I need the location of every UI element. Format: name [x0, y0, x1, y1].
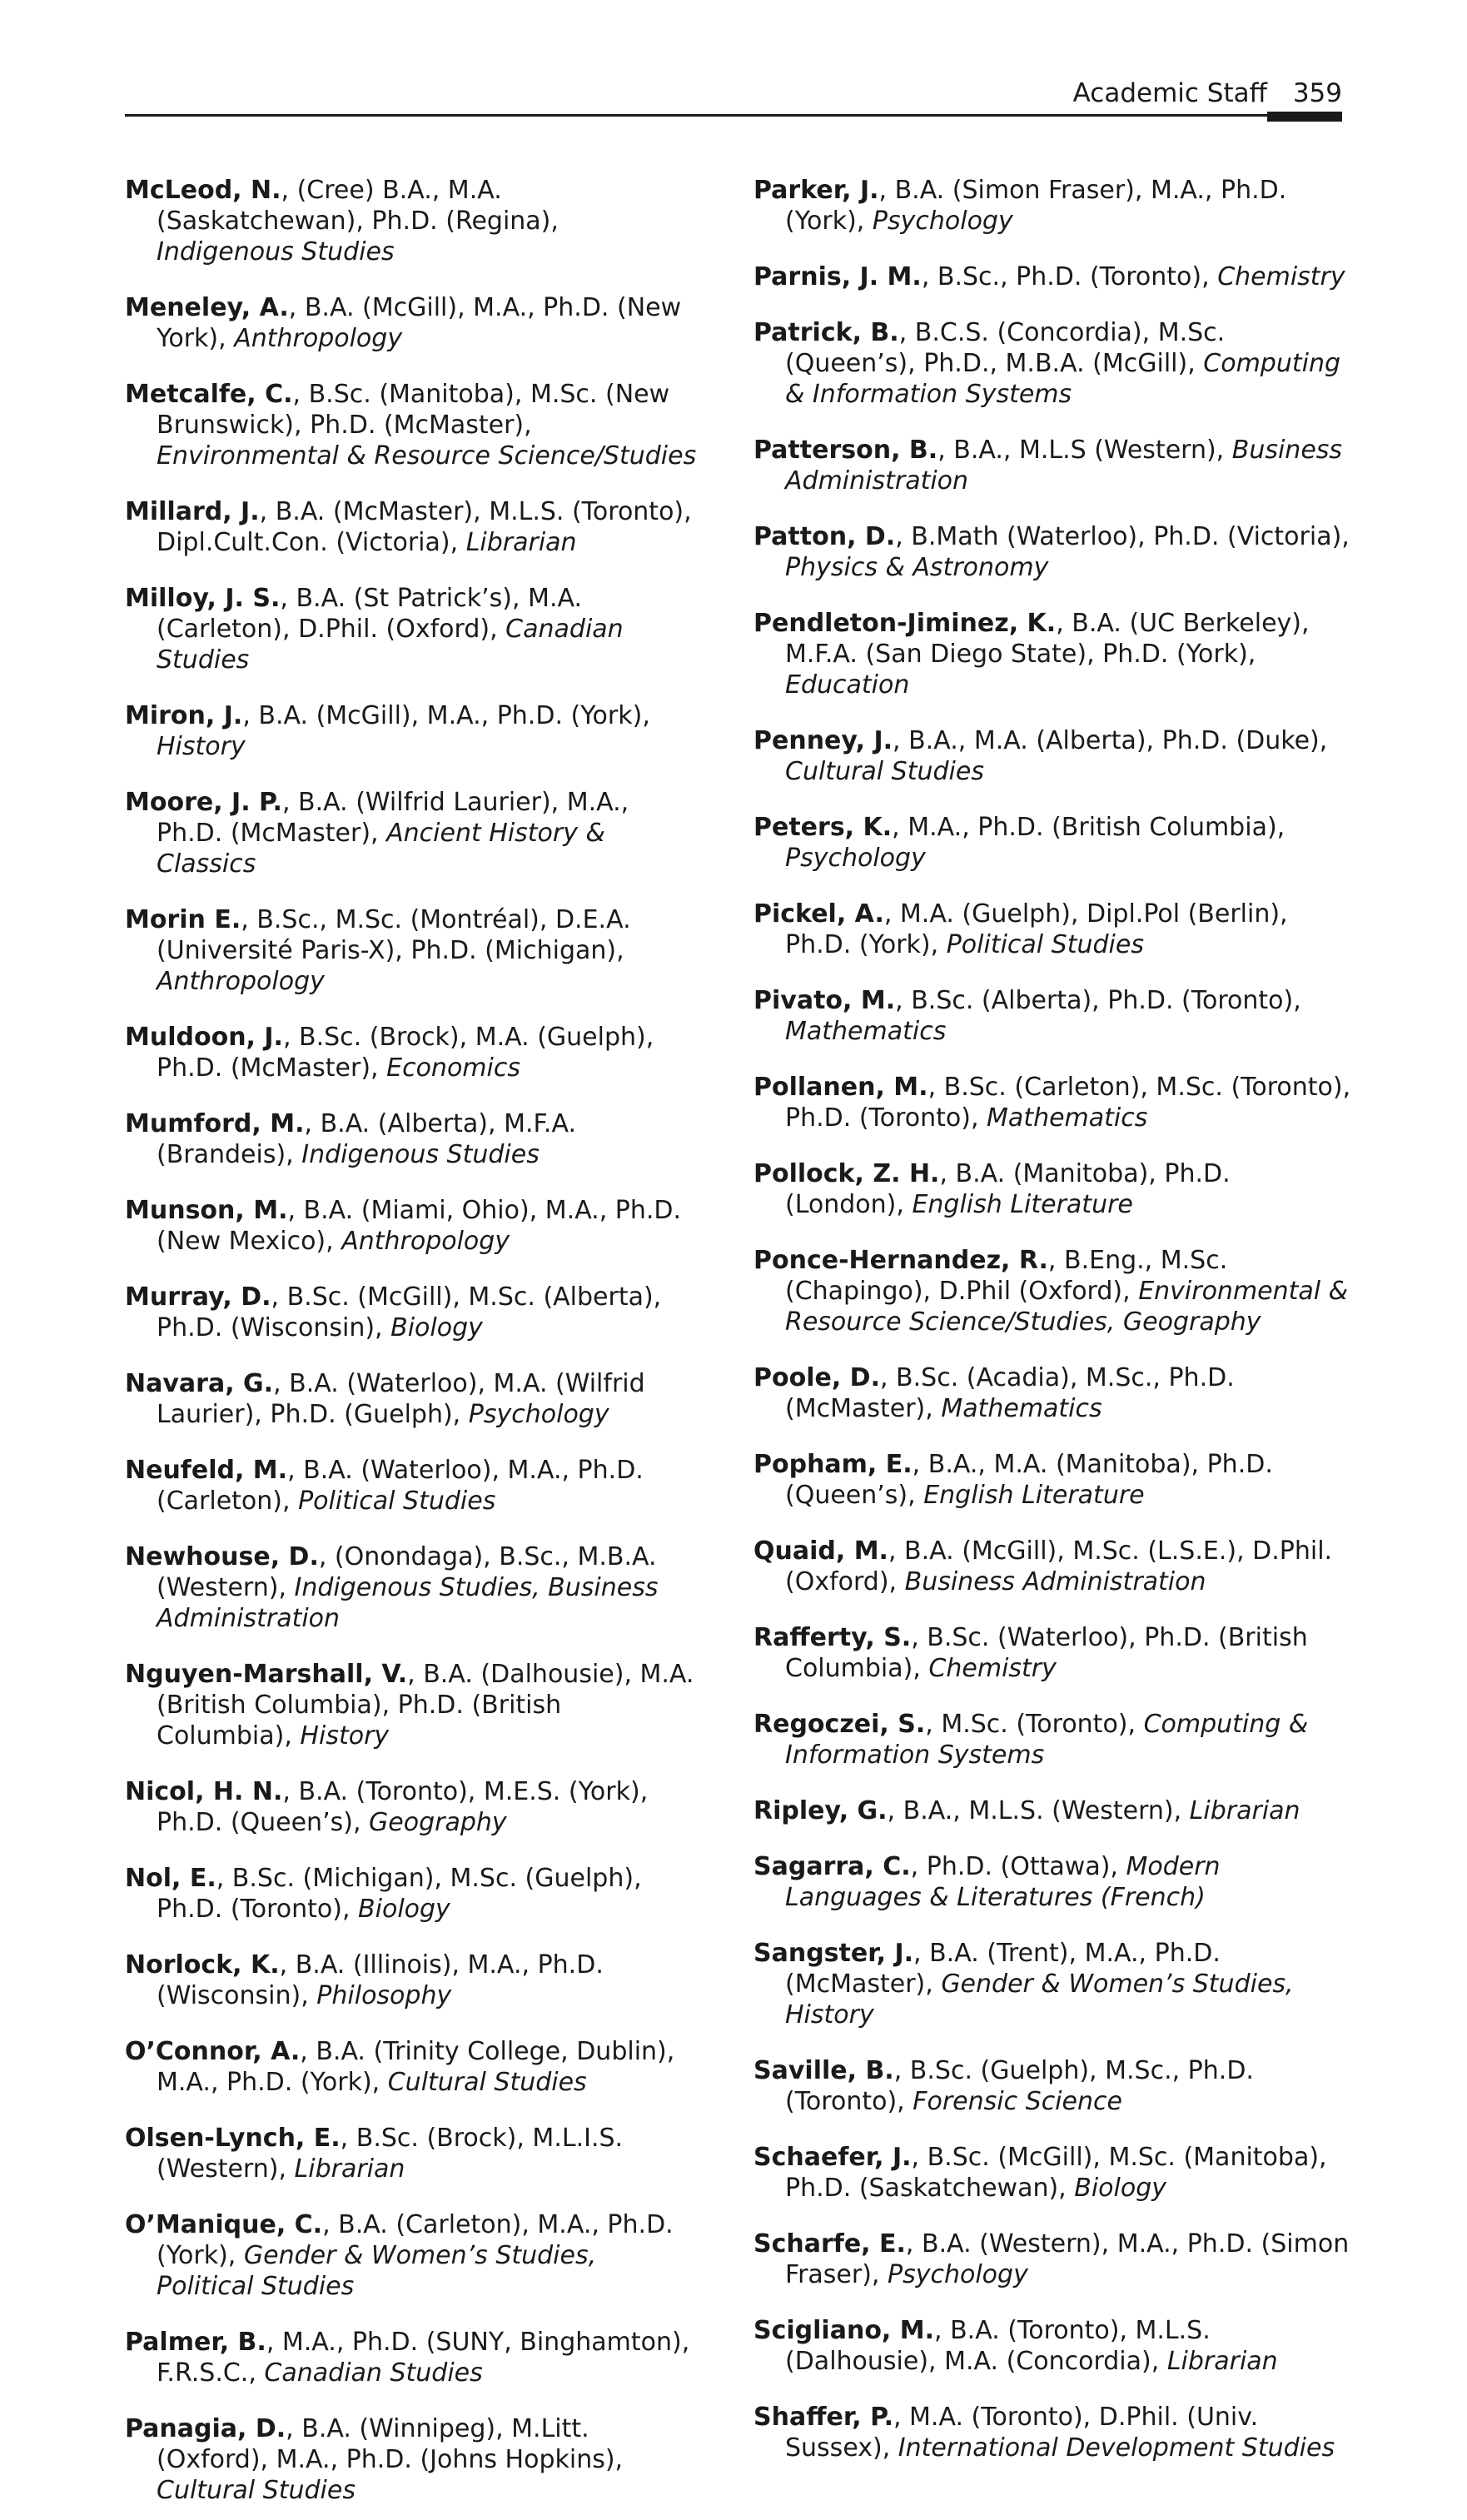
staff-name: Sangster, J.: [753, 1939, 914, 1968]
staff-name: Penney, J.: [753, 726, 893, 755]
staff-department: Economics: [386, 1053, 520, 1083]
staff-credentials: , B.A. (Illinois), M.A., Ph.D. (Wisconsin),: [157, 1950, 604, 2010]
staff-name: Newhouse, D.: [125, 1542, 319, 1571]
staff-credentials: , (Cree) B.A., M.A. (Saskatchewan), Ph.D. (Regina),: [157, 176, 559, 236]
staff-department: Librarian: [1166, 2347, 1278, 2376]
staff-entry: [753, 1362, 1353, 1424]
staff-entry: [753, 1622, 1353, 1684]
staff-department: Geography: [369, 1808, 507, 1837]
staff-department: Canadian Studies: [157, 615, 624, 675]
staff-name: Ripley, G.: [753, 1796, 888, 1825]
staff-department: Biology: [1074, 2174, 1167, 2203]
staff-credentials: , B.A., M.L.S. (Western),: [887, 1796, 1190, 1825]
staff-name: Mumford, M.: [125, 1109, 305, 1138]
staff-department: Biology: [358, 1895, 450, 1924]
staff-name: Popham, E.: [753, 1450, 913, 1479]
staff-department: Forensic Science: [913, 2087, 1122, 2116]
staff-entry: [125, 1863, 699, 1925]
staff-department: Psychology: [785, 844, 926, 873]
staff-entry: [125, 1776, 699, 1838]
staff-credentials: , M.A., Ph.D. (British Columbia),: [892, 813, 1285, 842]
staff-department: Physics & Astronomy: [785, 553, 1049, 582]
staff-entry: [753, 2142, 1353, 2204]
staff-name: Nicol, H. N.: [125, 1777, 283, 1806]
staff-credentials: , Ph.D. (Ottawa),: [910, 1852, 1126, 1881]
staff-credentials: , B.Sc. (Acadia), M.Sc., Ph.D. (McMaster),: [785, 1363, 1235, 1423]
staff-credentials: , B.A. (Winnipeg), M.Litt. (Oxford), M.A., Ph.D. (Johns Hopkins),: [157, 2414, 624, 2474]
staff-credentials: , B.A. (Toronto), M.L.S. (Dalhousie), M.A. (Concordia),: [785, 2316, 1211, 2376]
staff-department: Psychology: [872, 207, 1013, 236]
staff-name: Patterson, B.: [753, 436, 938, 465]
staff-department: Librarian: [465, 528, 577, 557]
staff-entry: [125, 2327, 699, 2388]
staff-credentials: , B.Sc. (Waterloo), Ph.D. (British Columbia),: [785, 1623, 1308, 1683]
staff-entry: [753, 317, 1353, 410]
staff-entry: [753, 1709, 1353, 1770]
staff-credentials: , B.A. (Trinity College, Dublin), M.A., Ph.D. (York),: [157, 2037, 675, 2097]
staff-name: Pickel, A.: [753, 899, 884, 929]
staff-credentials: , B.C.S. (Concordia), M.Sc. (Queen’s), Ph.D., M.B.A. (McGill),: [785, 318, 1226, 378]
staff-department: Chemistry: [928, 1654, 1057, 1683]
staff-name: Neufeld, M.: [125, 1456, 288, 1485]
staff-name: Muldoon, J.: [125, 1023, 283, 1052]
staff-credentials: , B.A. (Miami, Ohio), M.A., Ph.D. (New Mexico),: [157, 1196, 682, 1256]
staff-entry: [753, 1158, 1353, 1220]
staff-name: Patrick, B.: [753, 318, 899, 347]
staff-credentials: , B.A. (UC Berkeley), M.F.A. (San Diego State), Ph.D. (York),: [785, 609, 1310, 669]
staff-entry: [753, 1536, 1353, 1597]
staff-department: Education: [785, 670, 910, 700]
staff-entry: [125, 1108, 699, 1170]
staff-department: Psychology: [888, 2260, 1028, 2289]
staff-credentials: , B.Sc. (McGill), M.Sc. (Manitoba), Ph.D. (Saskatchewan),: [785, 2143, 1327, 2203]
staff-name: Palmer, B.: [125, 2328, 266, 2357]
staff-credentials: , B.A. (McMaster), M.L.S. (Toronto), Dipl.Cult.Con. (Victoria),: [157, 497, 692, 557]
staff-credentials: , B.A. (St Patrick’s), M.A. (Carleton), D.Phil. (Oxford),: [157, 584, 583, 644]
staff-entry: [125, 175, 699, 267]
staff-entry: [125, 1659, 699, 1751]
staff-name: Miron, J.: [125, 701, 243, 730]
staff-entry: [125, 2123, 699, 2184]
staff-name: Norlock, K.: [125, 1950, 280, 1980]
staff-department: Computing & Information Systems: [785, 1710, 1309, 1770]
staff-department: Business Administration: [785, 436, 1343, 496]
staff-entry: [753, 1449, 1353, 1511]
staff-entry: [125, 1022, 699, 1083]
staff-entry: [125, 1455, 699, 1516]
staff-name: Metcalfe, C.: [125, 380, 293, 409]
staff-name: O’Manique, C.: [125, 2210, 323, 2239]
staff-department: Indigenous Studies: [157, 237, 395, 266]
staff-entry: [125, 2209, 699, 2302]
staff-entry: [753, 2315, 1353, 2377]
staff-name: Moore, J. P.: [125, 788, 282, 817]
staff-credentials: , B.A. (McGill), M.A., Ph.D. (York),: [242, 701, 650, 730]
staff-entry: [125, 1950, 699, 2011]
staff-credentials: , B.A. (Waterloo), M.A., Ph.D. (Carleton),: [157, 1456, 644, 1516]
page-number: 359: [1292, 78, 1342, 108]
staff-department: Philosophy: [316, 1981, 452, 2010]
staff-name: Murray, D.: [125, 1282, 271, 1312]
staff-department: Cultural Studies: [157, 2476, 356, 2505]
staff-credentials: , B.A. (Western), M.A., Ph.D. (Simon Fraser),: [785, 2229, 1350, 2289]
staff-department: Modern Languages & Literatures (French): [785, 1852, 1221, 1912]
staff-department: Anthropology: [157, 967, 325, 996]
staff-name: Schaefer, J.: [753, 2143, 912, 2172]
staff-department: History: [300, 1721, 390, 1751]
staff-entry: [125, 904, 699, 997]
staff-credentials: , B.Sc. (Carleton), M.Sc. (Toronto), Ph.D. (Toronto),: [785, 1073, 1351, 1133]
left-column: [125, 150, 699, 2520]
staff-name: Olsen-Lynch, E.: [125, 2124, 341, 2153]
staff-name: Navara, G.: [125, 1369, 274, 1398]
staff-department: Mathematics: [987, 1103, 1148, 1133]
staff-entry: [125, 1195, 699, 1257]
staff-department: Cultural Studies: [785, 757, 984, 786]
staff-department: Indigenous Studies: [301, 1140, 540, 1169]
right-column: [753, 150, 1353, 2478]
staff-entry: [753, 812, 1353, 874]
staff-credentials: , B.Sc. (Brock), M.A. (Guelph), Ph.D. (McMaster),: [157, 1023, 654, 1083]
staff-credentials: , B.Sc. (Alberta), Ph.D. (Toronto),: [895, 986, 1301, 1015]
staff-credentials: , B.A., M.A. (Manitoba), Ph.D. (Queen’s),: [785, 1450, 1273, 1510]
staff-department: Environmental & Resource Science/Studies: [157, 441, 697, 471]
staff-name: Regoczei, S.: [753, 1710, 926, 1739]
staff-credentials: , B.Math (Waterloo), Ph.D. (Victoria),: [895, 522, 1350, 551]
staff-credentials: , B.Eng., M.Sc. (Chapingo), D.Phil (Oxford),: [785, 1246, 1228, 1306]
header-rule-accent: [1267, 112, 1342, 122]
staff-credentials: , B.A. (Alberta), M.F.A. (Brandeis),: [157, 1109, 576, 1169]
staff-name: Pollanen, M.: [753, 1073, 928, 1102]
staff-name: Quaid, M.: [753, 1536, 888, 1566]
staff-name: Scharfe, E.: [753, 2229, 906, 2259]
staff-entry: [753, 725, 1353, 787]
section-title: Academic Staff: [1072, 78, 1267, 108]
staff-credentials: , B.A. (McGill), M.A., Ph.D. (New York),: [157, 293, 682, 353]
staff-department: Indigenous Studies, Business Administration: [157, 1573, 659, 1633]
staff-department: Librarian: [1189, 1796, 1300, 1825]
staff-department: Computing & Information Systems: [785, 349, 1341, 409]
staff-entry: [753, 985, 1353, 1047]
staff-department: Mathematics: [785, 1017, 947, 1046]
staff-credentials: , B.A. (Wilfrid Laurier), M.A., Ph.D. (McMaster),: [157, 788, 629, 848]
staff-credentials: , B.A., M.A. (Alberta), Ph.D. (Duke),: [893, 726, 1328, 755]
staff-credentials: , B.Sc., M.Sc. (Montréal), D.E.A. (Université Paris-X), Ph.D. (Michigan),: [157, 905, 631, 965]
staff-credentials: , B.Sc. (Brock), M.L.I.S. (Western),: [157, 2124, 624, 2184]
staff-credentials: , B.Sc. (Guelph), M.Sc., Ph.D. (Toronto),: [785, 2056, 1254, 2116]
staff-name: Ponce-Hernandez, R.: [753, 1246, 1048, 1275]
staff-name: McLeod, N.: [125, 176, 281, 205]
staff-name: Nguyen-Marshall, V.: [125, 1660, 408, 1689]
staff-department: Mathematics: [941, 1394, 1102, 1423]
staff-entry: [753, 521, 1353, 583]
staff-name: Pollock, Z. H.: [753, 1159, 940, 1188]
staff-credentials: , B.Sc. (McGill), M.Sc. (Alberta), Ph.D. (Wisconsin),: [157, 1282, 662, 1342]
staff-credentials: , M.A. (Guelph), Dipl.Pol (Berlin), Ph.D. (York),: [785, 899, 1288, 959]
staff-credentials: , B.A. (Waterloo), M.A. (Wilfrid Laurier), Ph.D. (Guelph),: [157, 1369, 645, 1429]
staff-entry: [125, 1368, 699, 1430]
staff-name: Peters, K.: [753, 813, 893, 842]
staff-entry: [753, 1072, 1353, 1133]
staff-department: Cultural Studies: [387, 2068, 587, 2097]
staff-department: English Literature: [923, 1481, 1145, 1510]
staff-department: International Development Studies: [898, 2433, 1335, 2463]
staff-entry: [753, 175, 1353, 237]
staff-credentials: , M.A., Ph.D. (SUNY, Binghamton), F.R.S.C.,: [157, 2328, 690, 2388]
running-header: [125, 77, 1342, 117]
staff-credentials: , B.A. (Simon Fraser), M.A., Ph.D. (York),: [785, 176, 1287, 236]
staff-department: History: [157, 732, 246, 761]
staff-name: Sagarra, C.: [753, 1852, 911, 1881]
staff-name: Shaffer, P.: [753, 2403, 893, 2432]
staff-credentials: , B.A. (Carleton), M.A., Ph.D. (York),: [157, 2210, 674, 2270]
staff-entry: [125, 292, 699, 354]
staff-name: O’Connor, A.: [125, 2037, 301, 2066]
staff-name: Panagia, D.: [125, 2414, 286, 2443]
staff-entry: [753, 261, 1353, 292]
staff-credentials: , (Onondaga), B.Sc., M.B.A. (Western),: [157, 1542, 657, 1602]
staff-credentials: , M.A. (Toronto), D.Phil. (Univ. Sussex),: [785, 2403, 1259, 2463]
staff-entry: [753, 1795, 1353, 1826]
staff-entry: [753, 435, 1353, 496]
staff-name: Rafferty, S.: [753, 1623, 912, 1652]
staff-credentials: , B.A. (Trent), M.A., Ph.D. (McMaster),: [785, 1939, 1221, 1999]
staff-entry: [125, 1282, 699, 1343]
staff-department: English Literature: [912, 1190, 1133, 1219]
staff-entry: [125, 2413, 699, 2506]
staff-credentials: , B.Sc., Ph.D. (Toronto),: [921, 262, 1218, 291]
staff-entry: [125, 583, 699, 675]
staff-entry: [753, 1851, 1353, 1913]
staff-entry: [125, 379, 699, 471]
staff-credentials: , M.Sc. (Toronto),: [925, 1710, 1144, 1739]
staff-name: Milloy, J. S.: [125, 584, 281, 613]
staff-entry: [125, 700, 699, 762]
staff-department: Biology: [390, 1313, 483, 1342]
staff-department: Anthropology: [341, 1227, 510, 1256]
staff-department: Anthropology: [234, 324, 403, 353]
staff-department: Chemistry: [1217, 262, 1345, 291]
staff-name: Nol, E.: [125, 1864, 216, 1893]
staff-department: Gender & Women’s Studies, Political Studies: [157, 2241, 597, 2301]
staff-department: Ancient History & Classics: [157, 819, 605, 879]
staff-department: Canadian Studies: [264, 2358, 483, 2388]
staff-department: Political Studies: [298, 1487, 496, 1516]
staff-name: Scigliano, M.: [753, 2316, 935, 2345]
staff-credentials: , B.Sc. (Manitoba), M.Sc. (New Brunswick), Ph.D. (McMaster),: [157, 380, 670, 440]
staff-name: Pivato, M.: [753, 986, 896, 1015]
staff-credentials: , B.A. (Toronto), M.E.S. (York), Ph.D. (Queen’s),: [157, 1777, 649, 1837]
staff-entry: [753, 899, 1353, 960]
staff-entry: [753, 2229, 1353, 2290]
staff-department: Environmental & Resource Science/Studies, Geography: [785, 1277, 1349, 1337]
staff-entry: [753, 1245, 1353, 1337]
staff-name: Patton, D.: [753, 522, 896, 551]
staff-credentials: , B.A. (McGill), M.Sc. (L.S.E.), D.Phil. (Oxford),: [785, 1536, 1333, 1596]
staff-name: Pendleton-Jiminez, K.: [753, 609, 1057, 638]
staff-entry: [125, 787, 699, 879]
staff-department: Political Studies: [946, 930, 1144, 959]
staff-name: Munson, M.: [125, 1196, 288, 1225]
staff-name: Millard, J.: [125, 497, 260, 526]
staff-department: Psychology: [468, 1400, 609, 1429]
staff-credentials: , B.A. (Dalhousie), M.A. (British Columbia), Ph.D. (British Columbia),: [157, 1660, 694, 1751]
staff-department: Business Administration: [904, 1567, 1206, 1596]
staff-entry: [753, 1938, 1353, 2030]
staff-name: Morin E.: [125, 905, 241, 934]
staff-credentials: , B.A. (Manitoba), Ph.D. (London),: [785, 1159, 1231, 1219]
staff-name: Parnis, J. M.: [753, 262, 922, 291]
staff-name: Saville, B.: [753, 2056, 894, 2085]
header-rule: [125, 114, 1342, 117]
staff-credentials: , B.A., M.L.S (Western),: [937, 436, 1232, 465]
staff-entry: [125, 496, 699, 558]
staff-entry: [753, 608, 1353, 700]
staff-entry: [125, 1541, 699, 1634]
staff-entry: [753, 2055, 1353, 2117]
staff-credentials: , B.Sc. (Michigan), M.Sc. (Guelph), Ph.D. (Toronto),: [157, 1864, 642, 1924]
staff-name: Poole, D.: [753, 1363, 880, 1392]
staff-department: Gender & Women’s Studies, History: [785, 1970, 1294, 2029]
staff-name: Meneley, A.: [125, 293, 289, 322]
staff-department: Librarian: [294, 2154, 405, 2184]
staff-entry: [753, 2402, 1353, 2463]
staff-entry: [125, 2036, 699, 2098]
staff-name: Parker, J.: [753, 176, 879, 205]
